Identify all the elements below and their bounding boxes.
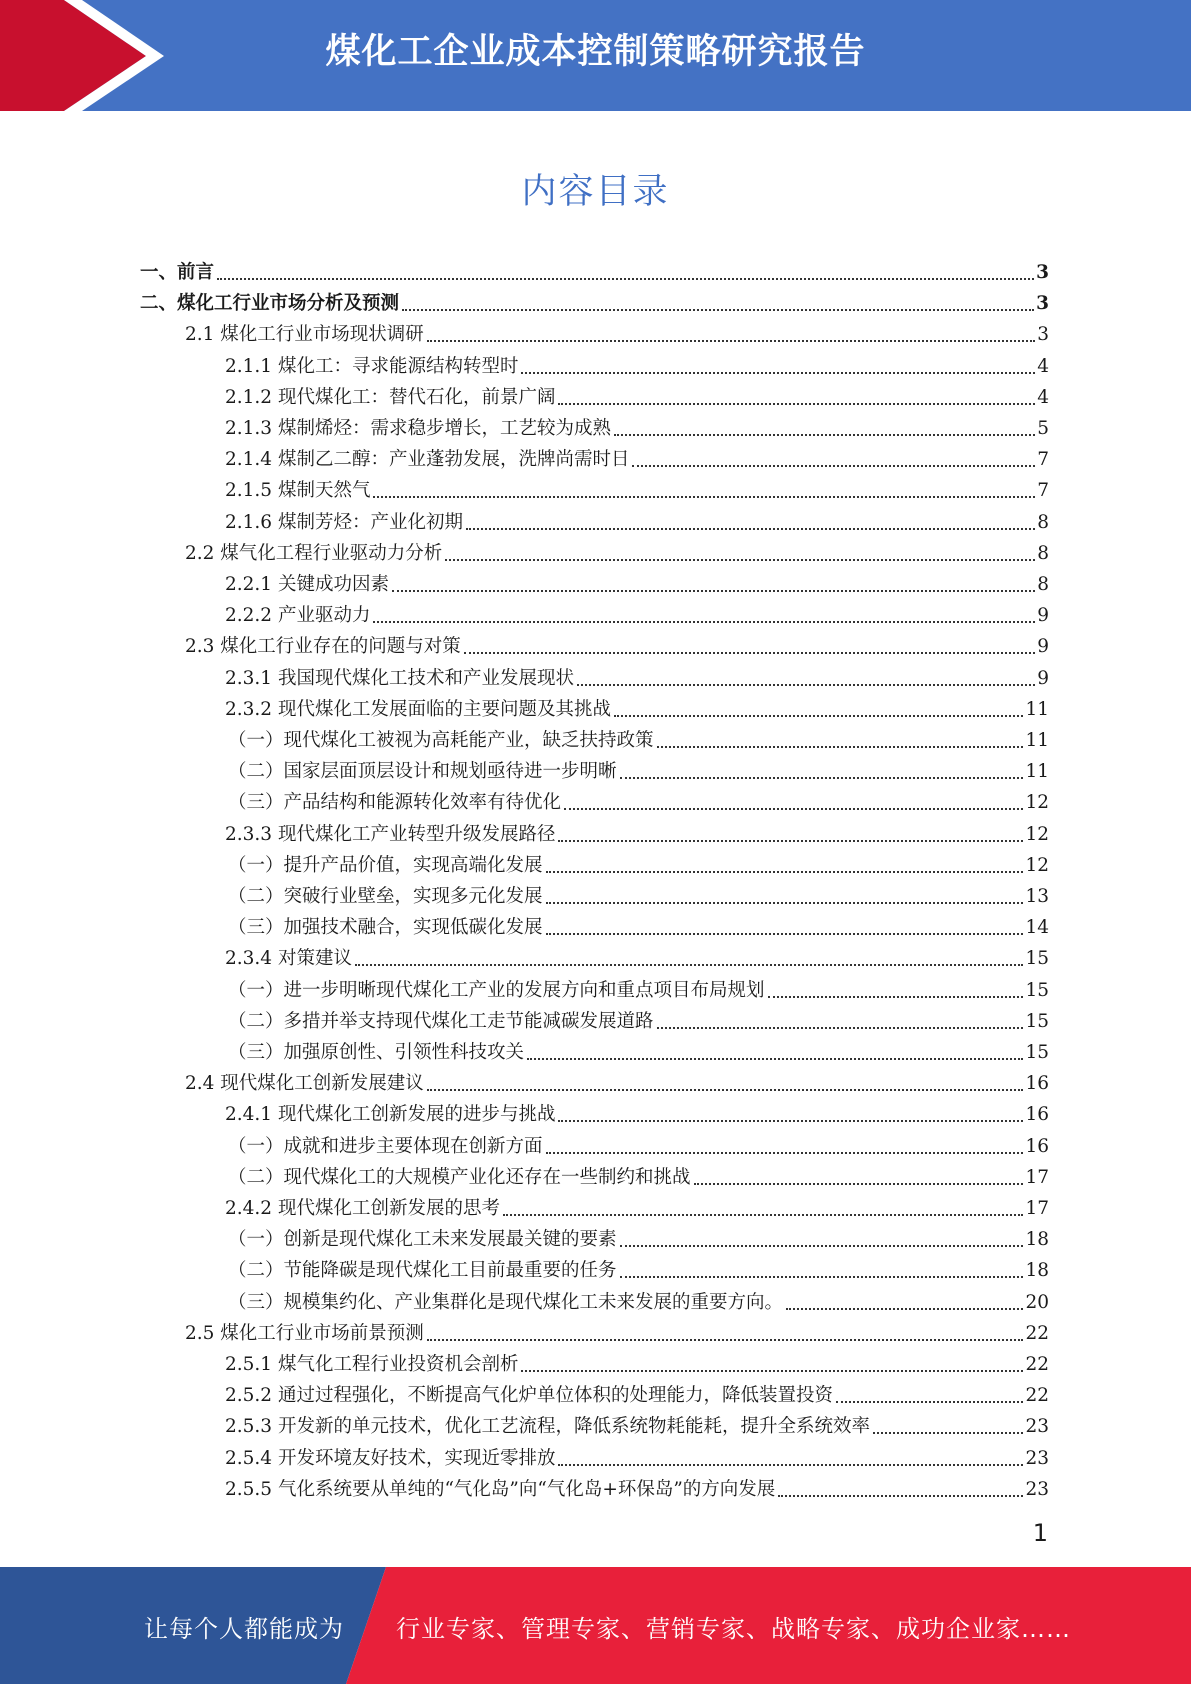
toc-dot-leader [873,1432,1023,1434]
toc-entry[interactable] [225,816,1049,847]
toc-entry-label: 2.1.5 煤制天然气 [225,480,371,502]
toc-entry-label: （一）成就和进步主要体现在创新方面 [228,1135,543,1157]
toc-entry-page: 18 [1025,1229,1049,1251]
toc-dot-leader [527,1058,1023,1060]
toc-entry-page: 15 [1025,948,1049,970]
toc-entry[interactable] [225,691,1049,722]
toc-entry[interactable] [185,535,1049,566]
toc-entry-page: 23 [1025,1447,1049,1469]
toc-entry-page: 22 [1025,1385,1049,1407]
toc-entry-label: （二）国家层面顶层设计和规划亟待进一步明晰 [228,761,617,783]
toc-entry-page: 3 [1036,262,1049,283]
toc-entry-label: （一）进一步明晰现代煤化工产业的发展方向和重点项目布局规划 [228,979,765,1001]
toc-dot-leader [373,496,1035,498]
toc-entry-page: 23 [1025,1416,1049,1438]
toc-entry-label: （三）规模集约化、产业集群化是现代煤化工未来发展的重要方向。 [228,1291,784,1313]
toc-entry-page: 22 [1025,1354,1049,1375]
toc-entry-label: 2.1 煤化工行业市场现状调研 [185,324,424,346]
toc-entry-page: 23 [1025,1478,1049,1500]
toc-dot-leader [577,684,1035,686]
toc-entry[interactable] [185,628,1049,659]
toc-entry-page: 7 [1037,480,1049,502]
toc-entry[interactable] [228,753,1049,784]
toc-entry-page: 11 [1025,730,1049,751]
toc-entry-page: 15 [1025,1042,1049,1063]
toc-entry-page: 3 [1036,293,1049,315]
toc-entry[interactable] [228,1034,1049,1065]
toc-entry[interactable] [225,1346,1049,1377]
toc-entry-label: 2.1.6 煤制芳烃：产业化初期 [225,511,463,533]
toc-entry-label: 2.5.2 通过过程强化，不断提高气化炉单位体积的处理能力，降低装置投资 [225,1385,833,1407]
toc-entry-page: 16 [1025,1135,1049,1157]
toc-dot-leader [614,715,1023,717]
toc-entry[interactable] [225,1377,1049,1408]
toc-entry-label: 2.5.3 开发新的单元技术，优化工艺流程，降低系统物耗能耗，提升全系统效率 [225,1416,870,1438]
toc-dot-leader [657,746,1024,748]
toc-entry-page: 17 [1025,1166,1049,1188]
toc-dot-leader [546,902,1024,904]
toc-dot-leader [546,1152,1024,1154]
toc-entry-label: 2.3.3 现代煤化工产业转型升级发展路径 [225,823,556,845]
toc-entry[interactable] [185,1065,1049,1096]
toc-dot-leader [217,278,1034,280]
toc-entry-page: 16 [1025,1073,1049,1095]
toc-entry-page: 11 [1025,761,1049,783]
toc-entry[interactable] [228,722,1049,753]
toc-entry-label: （三）加强原创性、引领性科技攻关 [228,1042,525,1063]
toc-entry-page: 12 [1025,854,1049,876]
toc-entry-page: 9 [1037,605,1049,627]
toc-dot-leader [620,1276,1024,1278]
toc-dot-leader [657,1027,1024,1029]
toc-entry[interactable] [140,254,1049,285]
toc-dot-leader [373,621,1035,623]
toc-entry-page: 9 [1037,667,1049,689]
toc-entry-label: 2.5.4 开发环境友好技术，实现近零排放 [225,1447,556,1469]
toc-dot-leader [546,933,1024,935]
toc-entry[interactable] [225,472,1049,503]
toc-entry-page: 3 [1037,324,1049,346]
toc-entry-page: 4 [1037,355,1049,377]
toc-entry-page: 20 [1025,1291,1049,1313]
toc-entry[interactable] [225,379,1049,410]
toc-entry-page: 4 [1037,386,1049,408]
toc-entry-page: 13 [1025,886,1049,907]
toc-entry[interactable] [225,597,1049,628]
toc-dot-leader [402,309,1034,311]
toc-entry-page: 5 [1037,418,1049,439]
toc-entry[interactable] [225,566,1049,597]
toc-dot-leader [427,1089,1024,1091]
toc-entry-label: 2.5.5 气化系统要从单纯的“气化岛”向“气化岛+环保岛”的方向发展 [225,1478,776,1500]
toc-entry-page: 15 [1025,1010,1049,1032]
toc-entry[interactable] [225,504,1049,535]
toc-entry-label: 2.1.3 煤制烯烃：需求稳步增长，工艺较为成熟 [225,418,611,439]
toc-entry-label: （二）突破行业壁垒，实现多元化发展 [228,886,543,907]
toc-entry-label: 2.2 煤气化工程行业驱动力分析 [185,542,443,564]
toc-dot-leader [564,808,1023,810]
toc-entry[interactable] [225,660,1049,691]
toc-entry-page: 15 [1025,979,1049,1001]
toc-entry[interactable] [140,285,1049,316]
toc-entry-label: 2.3.4 对策建议 [225,948,352,970]
toc-dot-leader [558,1464,1023,1466]
toc-entry-label: 2.4.1 现代煤化工创新发展的进步与挑战 [225,1104,556,1126]
toc-dot-leader [503,1214,1023,1216]
toc-entry-page: 12 [1025,823,1049,845]
toc-entry[interactable] [228,847,1049,878]
toc-entry-label: （二）现代煤化工的大规模产业化还存在一些制约和挑战 [228,1166,691,1188]
toc-entry-page: 8 [1037,542,1049,564]
toc-dot-leader [427,340,1035,342]
toc-dot-leader [521,1370,1023,1372]
toc-entry[interactable] [225,1440,1049,1471]
toc-entry[interactable] [228,972,1049,1003]
toc-entry-page: 12 [1025,792,1049,814]
toc-dot-leader [778,1495,1023,1497]
toc-entry-page: 22 [1025,1322,1049,1344]
toc-entry[interactable] [228,784,1049,815]
toc-entry[interactable] [225,940,1049,971]
toc-entry-label: （一）创新是现代煤化工未来发展最关键的要素 [228,1229,617,1251]
toc-entry[interactable] [225,441,1049,472]
toc-entry[interactable] [225,1096,1049,1127]
toc-entry-page: 7 [1037,449,1049,471]
toc-entry-label: 二、煤化工行业市场分析及预测 [140,293,400,315]
toc-dot-leader [836,1401,1023,1403]
toc-entry-page: 18 [1025,1260,1049,1282]
toc-entry-label: （三）产品结构和能源转化效率有待优化 [228,792,562,814]
toc-entry-page: 16 [1025,1104,1049,1126]
toc-entry[interactable] [225,1471,1049,1502]
toc-entry-label: 2.3 煤化工行业存在的问题与对策 [185,636,461,658]
toc-entry-label: 2.5 煤化工行业市场前景预测 [185,1322,424,1344]
toc-entry-label: 2.1.1 煤化工：寻求能源结构转型时 [225,355,519,377]
toc-dot-leader [546,871,1024,873]
toc-entry-page: 8 [1037,511,1049,533]
toc-entry-label: 2.3.2 现代煤化工发展面临的主要问题及其挑战 [225,698,611,720]
toc-entry[interactable] [228,878,1049,909]
footer-banner [0,1567,1191,1684]
header-banner [0,0,1191,111]
toc-entry[interactable] [225,1190,1049,1221]
toc-dot-leader [466,528,1035,530]
toc-entry-label: 2.4.2 现代煤化工创新发展的思考 [225,1198,500,1219]
toc-dot-leader [558,1120,1023,1122]
toc-dot-leader [355,964,1024,966]
toc-dot-leader [445,559,1035,561]
toc-dot-leader [694,1183,1024,1185]
footer-slogan-left: 让每个人都能成为 [144,1615,344,1643]
toc-entry-label: 2.2.1 关键成功因素 [225,574,389,595]
report-title: 煤化工企业成本控制策略研究报告 [325,32,866,72]
toc-entry[interactable] [185,1315,1049,1346]
toc-entry-page: 17 [1025,1198,1049,1219]
toc-dot-leader [614,434,1035,436]
page-number: 1 [1032,1519,1048,1547]
toc-entry-label: （一）提升产品价值，实现高端化发展 [228,854,543,876]
toc-dot-leader [521,372,1035,374]
toc-entry-label: 2.5.1 煤气化工程行业投资机会剖析 [225,1354,519,1375]
toc-entry[interactable] [228,1003,1049,1034]
toc-entry[interactable] [228,1252,1049,1283]
toc-dot-leader [558,840,1023,842]
toc-entry[interactable] [228,1284,1049,1315]
toc-entry-page: 11 [1025,698,1049,720]
toc-entry[interactable] [228,909,1049,940]
toc-dot-leader [392,590,1035,592]
toc-dot-leader [427,1339,1024,1341]
toc-dot-leader [620,1245,1024,1247]
footer-slogan-right: 行业专家、管理专家、营销专家、战略专家、成功企业家…… [396,1615,1071,1643]
toc-entry-label: （一）现代煤化工被视为高耗能产业，缺乏扶持政策 [228,730,654,751]
toc-entry-page: 14 [1025,917,1049,939]
toc-entry[interactable] [225,410,1049,441]
toc-entry-label: 2.3.1 我国现代煤化工技术和产业发展现状 [225,667,574,689]
toc-entry-label: 一、前言 [140,262,215,283]
toc-entry-label: 2.1.4 煤制乙二醇：产业蓬勃发展，洗牌尚需时日 [225,449,630,471]
toc-dot-leader [558,403,1035,405]
toc-entry[interactable] [225,348,1049,379]
toc-dot-leader [464,652,1035,654]
toc-dot-leader [786,1308,1023,1310]
toc-entry[interactable] [228,1221,1049,1252]
toc-dot-leader [620,777,1024,779]
toc-dot-leader [768,996,1024,998]
toc-entry-page: 9 [1037,636,1049,658]
toc-entry-label: （二）多措并举支持现代煤化工走节能减碳发展道路 [228,1010,654,1032]
toc-entry-label: 2.1.2 现代煤化工：替代石化，前景广阔 [225,386,556,408]
toc-entry-label: （三）加强技术融合，实现低碳化发展 [228,917,543,939]
toc-heading: 内容目录 [521,172,670,212]
toc-entry-label: 2.4 现代煤化工创新发展建议 [185,1073,424,1095]
toc-entry[interactable] [225,1408,1049,1439]
toc-entry-label: （二）节能降碳是现代煤化工目前最重要的任务 [228,1260,617,1282]
toc-entry-page: 8 [1037,574,1049,595]
toc-entry-label: 2.2.2 产业驱动力 [225,605,371,627]
toc-entry[interactable] [228,1128,1049,1159]
toc-entry[interactable] [228,1159,1049,1190]
toc-entry[interactable] [185,316,1049,347]
toc-dot-leader [632,465,1035,467]
